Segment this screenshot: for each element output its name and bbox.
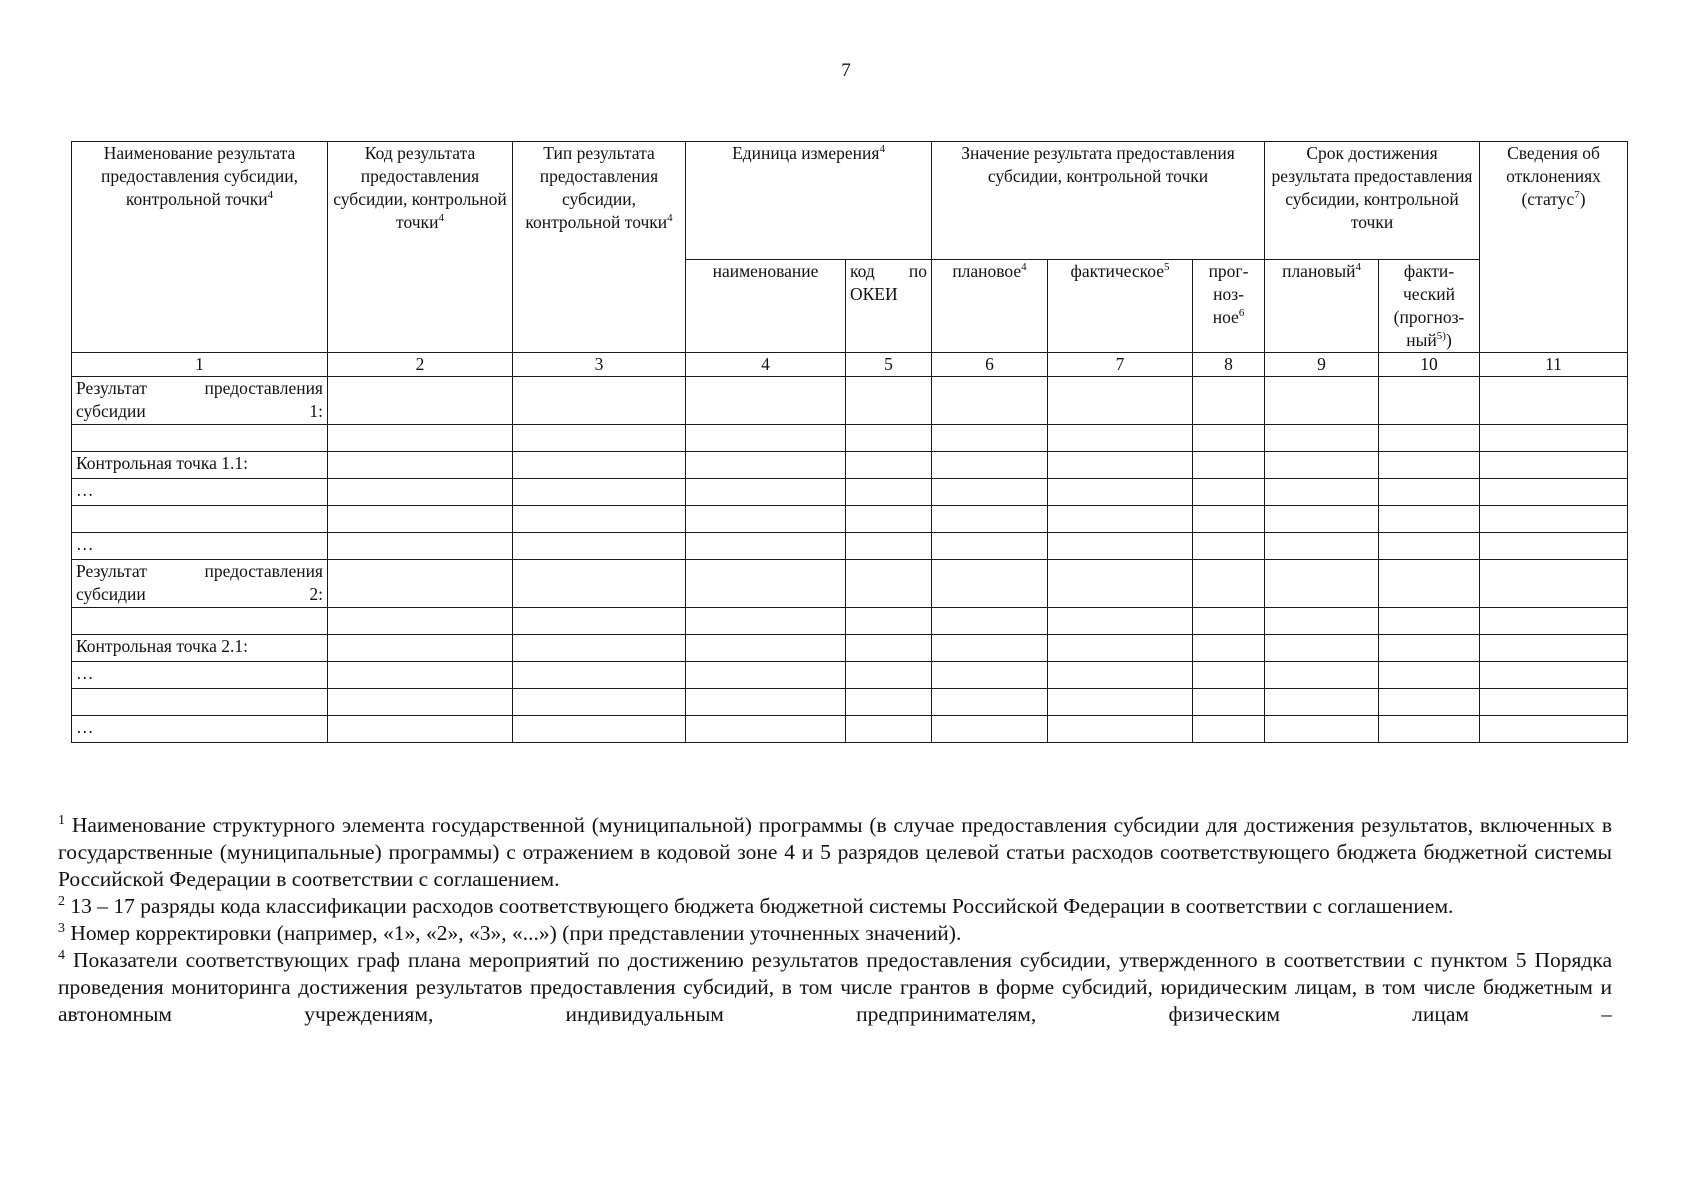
table-cell bbox=[1379, 635, 1480, 662]
table-cell bbox=[1193, 377, 1265, 425]
table-cell bbox=[1193, 506, 1265, 533]
column-number: 8 bbox=[1193, 353, 1265, 377]
table-cell bbox=[932, 662, 1048, 689]
table-cell bbox=[1379, 377, 1480, 425]
table-cell bbox=[846, 377, 932, 425]
table-cell bbox=[1379, 506, 1480, 533]
table-cell bbox=[932, 506, 1048, 533]
column-number: 3 bbox=[513, 353, 686, 377]
table-cell bbox=[1480, 662, 1628, 689]
table-body bbox=[72, 377, 1628, 743]
header-term-fact: факти- ческий (прогноз- ный$^{5)}$) bbox=[1379, 260, 1480, 353]
row-label: Контрольная точка 1.1: bbox=[72, 452, 328, 479]
table-cell bbox=[932, 452, 1048, 479]
table-cell bbox=[1048, 506, 1193, 533]
table-cell bbox=[846, 425, 932, 452]
row-label bbox=[72, 425, 328, 452]
footnote-mark: 3 bbox=[58, 920, 65, 936]
footnote-mark: 1 bbox=[58, 812, 65, 828]
header-deviation: Сведения об отклонениях (статус$^7$) bbox=[1480, 142, 1628, 353]
table-cell bbox=[846, 560, 932, 608]
table-cell bbox=[1193, 716, 1265, 743]
table-cell bbox=[846, 452, 932, 479]
table-cell bbox=[846, 716, 932, 743]
table-cell bbox=[932, 560, 1048, 608]
table-cell bbox=[1480, 635, 1628, 662]
table-cell bbox=[932, 377, 1048, 425]
row-label bbox=[72, 689, 328, 716]
table-cell bbox=[1048, 635, 1193, 662]
table-cell bbox=[846, 689, 932, 716]
table-cell bbox=[1379, 608, 1480, 635]
table-cell bbox=[328, 716, 513, 743]
table-cell bbox=[1193, 662, 1265, 689]
table-cell bbox=[1048, 452, 1193, 479]
table-cell bbox=[1048, 608, 1193, 635]
table-cell bbox=[932, 533, 1048, 560]
table-cell bbox=[1048, 533, 1193, 560]
table-cell bbox=[1379, 716, 1480, 743]
table-cell bbox=[1048, 425, 1193, 452]
table-cell bbox=[513, 425, 686, 452]
table-cell bbox=[1480, 533, 1628, 560]
table-cell bbox=[932, 716, 1048, 743]
header-unit-name: наименование bbox=[686, 260, 846, 353]
table-cell bbox=[1265, 635, 1379, 662]
table-cell bbox=[513, 716, 686, 743]
table-cell bbox=[1265, 608, 1379, 635]
header-value-group: Значение результата предоставления субсидии, контрольной точки bbox=[932, 142, 1265, 260]
table-cell bbox=[1193, 533, 1265, 560]
footnote-text: 13 – 17 разряды кода классификации расходов соответствующего бюджета бюджетной системы Российской Федерации в соответствии с соглашением. bbox=[70, 894, 1454, 918]
footnote-mark: 4 bbox=[58, 947, 65, 963]
header-unit-code: код по ОКЕИ bbox=[846, 260, 932, 353]
table-cell bbox=[1265, 560, 1379, 608]
table-cell bbox=[328, 689, 513, 716]
footnote bbox=[58, 893, 1612, 920]
table-cell bbox=[846, 608, 932, 635]
table-cell bbox=[1048, 377, 1193, 425]
header-result-name: Наименование результата предоставления субсидии, контрольной точки$^4$ bbox=[72, 142, 328, 353]
table-cell bbox=[1265, 506, 1379, 533]
footnote bbox=[58, 812, 1612, 893]
table-cell bbox=[513, 662, 686, 689]
row-label: Контрольная точка 2.1: bbox=[72, 635, 328, 662]
table-cell bbox=[1048, 479, 1193, 506]
table-cell bbox=[1379, 425, 1480, 452]
table-cell bbox=[686, 479, 846, 506]
column-number: 2 bbox=[328, 353, 513, 377]
footnote-mark: 2 bbox=[58, 893, 65, 909]
table-cell bbox=[513, 452, 686, 479]
column-number: 11 bbox=[1480, 353, 1628, 377]
table-cell bbox=[1480, 506, 1628, 533]
table-cell bbox=[846, 506, 932, 533]
table-cell bbox=[513, 635, 686, 662]
table-cell bbox=[328, 635, 513, 662]
table-cell bbox=[686, 560, 846, 608]
row-label: … bbox=[72, 533, 328, 560]
table-cell bbox=[1265, 689, 1379, 716]
table-cell bbox=[686, 425, 846, 452]
table-cell bbox=[1265, 662, 1379, 689]
table-cell bbox=[513, 533, 686, 560]
row-label bbox=[72, 506, 328, 533]
table-row bbox=[72, 452, 1628, 479]
column-number: 5 bbox=[846, 353, 932, 377]
table-cell bbox=[328, 479, 513, 506]
table-cell bbox=[686, 689, 846, 716]
row-label bbox=[72, 608, 328, 635]
table-cell bbox=[686, 662, 846, 689]
table-cell bbox=[1265, 452, 1379, 479]
row-label: Результат предоставления субсидии 1: bbox=[72, 377, 328, 425]
table-cell bbox=[846, 533, 932, 560]
table-cell bbox=[1265, 377, 1379, 425]
table-cell bbox=[686, 533, 846, 560]
table-cell bbox=[686, 716, 846, 743]
table-cell bbox=[1379, 533, 1480, 560]
table-cell bbox=[1193, 635, 1265, 662]
table-cell bbox=[328, 662, 513, 689]
monitoring-table bbox=[71, 141, 1628, 743]
header-term-group: Срок достижения результата предоставления субсидии, контрольной точки bbox=[1265, 142, 1480, 260]
table-cell bbox=[1379, 689, 1480, 716]
row-label: … bbox=[72, 662, 328, 689]
header-value-plan: плановое$^4$ bbox=[932, 260, 1048, 353]
table-row bbox=[72, 560, 1628, 608]
table-cell bbox=[513, 689, 686, 716]
table-cell bbox=[1193, 452, 1265, 479]
table-row bbox=[72, 716, 1628, 743]
table-row bbox=[72, 635, 1628, 662]
table-cell bbox=[328, 452, 513, 479]
footnote-text: Номер корректировки (например, «1», «2», «3», «...») (при представлении уточненных значений). bbox=[70, 921, 962, 945]
table-cell bbox=[1379, 452, 1480, 479]
table-row bbox=[72, 479, 1628, 506]
table-cell bbox=[686, 608, 846, 635]
footnote bbox=[58, 947, 1612, 1028]
table-cell bbox=[1480, 689, 1628, 716]
table-cell bbox=[513, 506, 686, 533]
row-label: … bbox=[72, 479, 328, 506]
header-value-forecast: прог- ноз- ное$^6$ bbox=[1193, 260, 1265, 353]
table-cell bbox=[328, 608, 513, 635]
table-cell bbox=[1379, 662, 1480, 689]
table-cell bbox=[513, 479, 686, 506]
table-cell bbox=[686, 506, 846, 533]
column-number: 10 bbox=[1379, 353, 1480, 377]
table-cell bbox=[846, 479, 932, 506]
footnote-text: Показатели соответствующих граф плана мероприятий по достижению результатов предоставления субсидии, утвержденного в соответствии с пунктом 5 Порядка проведения мониторинга достижения результатов предоставления субсидий, в том числе грантов в форме субсидий, юридическим лицам, в том числе бюджетным и автономным учреждениям, индивидуальным предпринимателям, физическим лицам – bbox=[58, 948, 1612, 1026]
table-cell bbox=[686, 635, 846, 662]
column-number: 6 bbox=[932, 353, 1048, 377]
table-cell bbox=[1379, 560, 1480, 608]
table-cell bbox=[1480, 560, 1628, 608]
table-cell bbox=[1480, 377, 1628, 425]
table-cell bbox=[1265, 533, 1379, 560]
table-cell bbox=[1480, 425, 1628, 452]
header-result-code: Код результата предоставления субсидии, контрольной точки$^4$ bbox=[328, 142, 513, 353]
table-cell bbox=[1480, 479, 1628, 506]
footnotes bbox=[58, 812, 1612, 1028]
table-cell bbox=[513, 608, 686, 635]
table-row bbox=[72, 377, 1628, 425]
footnote-text: Наименование структурного элемента государственной (муниципальной) программы (в случае предоставления субсидии для достижения результатов, включенных в государственные (муниципальные) программы) с отражением в кодовой зоне 4 и 5 разрядов целевой статьи расходов соответствующего бюджета бюджетной системы Российской Федерации в соответствии с соглашением. bbox=[58, 813, 1612, 891]
table-cell bbox=[1265, 425, 1379, 452]
table-cell bbox=[932, 635, 1048, 662]
table-row bbox=[72, 533, 1628, 560]
table-row bbox=[72, 608, 1628, 635]
table-cell bbox=[932, 425, 1048, 452]
header-unit-group: Единица измерения$^4$ bbox=[686, 142, 932, 260]
table-cell bbox=[846, 635, 932, 662]
column-number-row bbox=[72, 353, 1628, 377]
table-cell bbox=[932, 689, 1048, 716]
page-number: 7 bbox=[841, 60, 851, 81]
table-cell bbox=[328, 533, 513, 560]
table-row bbox=[72, 506, 1628, 533]
table-cell bbox=[1480, 452, 1628, 479]
table-cell bbox=[1193, 425, 1265, 452]
table-cell bbox=[328, 425, 513, 452]
table-cell bbox=[686, 452, 846, 479]
row-label: … bbox=[72, 716, 328, 743]
table-row bbox=[72, 662, 1628, 689]
header-value-fact: фактическое$^5$ bbox=[1048, 260, 1193, 353]
table-cell bbox=[686, 377, 846, 425]
table-cell bbox=[328, 377, 513, 425]
footnote bbox=[58, 920, 1612, 947]
row-label: Результат предоставления субсидии 2: bbox=[72, 560, 328, 608]
table-cell bbox=[513, 377, 686, 425]
column-number: 9 bbox=[1265, 353, 1379, 377]
column-number: 1 bbox=[72, 353, 328, 377]
table-cell bbox=[1193, 560, 1265, 608]
table-row bbox=[72, 689, 1628, 716]
column-number: 4 bbox=[686, 353, 846, 377]
table-cell bbox=[1379, 479, 1480, 506]
table-cell bbox=[328, 560, 513, 608]
table-cell bbox=[1480, 716, 1628, 743]
table-cell bbox=[513, 560, 686, 608]
column-number: 7 bbox=[1048, 353, 1193, 377]
table-cell bbox=[328, 506, 513, 533]
header-result-type: Тип результата предоставления субсидии, контрольной точки$^4$ bbox=[513, 142, 686, 353]
table-cell bbox=[1048, 689, 1193, 716]
header-term-plan: плановый$^4$ bbox=[1265, 260, 1379, 353]
table-cell bbox=[1480, 608, 1628, 635]
table-cell bbox=[932, 608, 1048, 635]
table-cell bbox=[932, 479, 1048, 506]
table-cell bbox=[846, 662, 932, 689]
table-cell bbox=[1048, 560, 1193, 608]
table-cell bbox=[1193, 608, 1265, 635]
table-cell bbox=[1193, 689, 1265, 716]
table-cell bbox=[1048, 716, 1193, 743]
table-cell bbox=[1193, 479, 1265, 506]
table-cell bbox=[1048, 662, 1193, 689]
table-cell bbox=[1265, 716, 1379, 743]
table-cell bbox=[1265, 479, 1379, 506]
table-row bbox=[72, 425, 1628, 452]
